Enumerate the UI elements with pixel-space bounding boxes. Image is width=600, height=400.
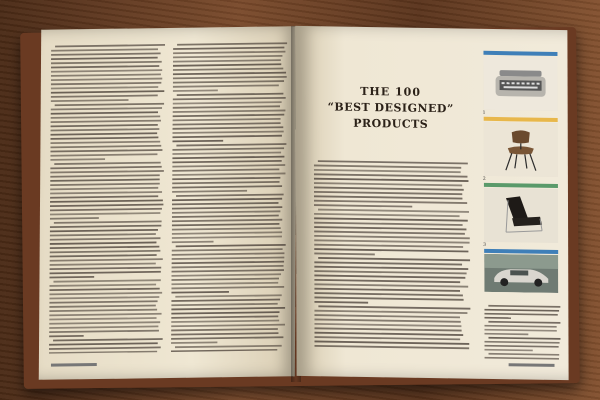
- article-body-text-lines: [314, 158, 471, 350]
- product-photo-strip: [483, 51, 558, 298]
- text-line: [173, 101, 282, 104]
- text-line: [488, 305, 560, 308]
- text-line: [314, 226, 466, 230]
- typewriter-photo: [483, 56, 557, 111]
- text-line: [314, 244, 463, 248]
- text-line: [172, 252, 285, 255]
- text-line: [172, 261, 285, 264]
- text-line: [171, 332, 278, 335]
- text-line: [171, 303, 277, 306]
- text-line: [314, 213, 460, 217]
- text-line: [314, 248, 468, 252]
- text-line: [172, 202, 279, 205]
- text-line: [314, 191, 462, 195]
- text-line: [172, 140, 223, 142]
- text-line: [318, 305, 470, 309]
- text-line: [49, 317, 156, 320]
- text-line: [49, 309, 157, 312]
- text-line: [50, 137, 158, 140]
- text-line: [173, 80, 284, 83]
- text-line: [171, 299, 280, 302]
- text-line: [314, 261, 462, 265]
- text-line: [50, 246, 160, 249]
- text-line: [484, 313, 557, 316]
- text-line: [173, 47, 284, 50]
- text-line: [485, 357, 559, 360]
- text-line: [175, 345, 282, 348]
- text-line: [484, 345, 558, 348]
- text-line: [172, 181, 279, 184]
- text-line: [55, 44, 165, 47]
- text-line: [314, 327, 461, 331]
- text-line: [50, 237, 161, 240]
- text-line: [488, 321, 560, 324]
- car-photo: [484, 254, 558, 293]
- text-line: [314, 288, 460, 292]
- text-line: [50, 267, 162, 270]
- text-line: [314, 204, 412, 207]
- text-line: [171, 311, 279, 314]
- text-line: [171, 349, 277, 352]
- text-line: [314, 239, 469, 243]
- text-line: [171, 336, 283, 339]
- text-line: [50, 212, 160, 215]
- text-line: [51, 48, 158, 51]
- text-line: [50, 208, 162, 211]
- text-line: [314, 178, 469, 182]
- text-line: [171, 328, 278, 331]
- text-line: [315, 345, 470, 349]
- text-line: [49, 284, 156, 287]
- text-line: [50, 183, 160, 186]
- text-line: [314, 292, 463, 296]
- text-line: [49, 292, 162, 295]
- text-line: [171, 342, 217, 344]
- text-line: [172, 269, 284, 272]
- text-line: [50, 179, 160, 182]
- text-line: [50, 271, 161, 274]
- text-line: [51, 111, 158, 114]
- caption-text-lines: [484, 303, 560, 362]
- text-line: [314, 297, 463, 301]
- article-body-text: [314, 158, 471, 350]
- text-line: [172, 206, 282, 209]
- text-line: [51, 107, 162, 110]
- text-line: [314, 301, 368, 304]
- text-line: [314, 323, 461, 327]
- text-line: [50, 229, 158, 232]
- text-line: [50, 141, 160, 144]
- text-line: [172, 185, 282, 188]
- text-line: [489, 353, 560, 356]
- text-line: [172, 147, 284, 150]
- text-line: [49, 305, 156, 308]
- text-line: [51, 90, 165, 93]
- text-line: [484, 317, 511, 319]
- text-line: [50, 204, 163, 207]
- text-line: [50, 254, 157, 257]
- text-line: [484, 341, 559, 344]
- text-line: [51, 65, 159, 68]
- text-line: [171, 291, 229, 294]
- text-line: [314, 270, 466, 274]
- text-line: [318, 160, 468, 164]
- text-line: [314, 279, 460, 283]
- text-line: [50, 250, 161, 253]
- molded-chair-photo: [484, 122, 558, 177]
- text-line: [53, 338, 163, 341]
- text-line: [314, 200, 467, 204]
- text-line: [172, 257, 285, 260]
- text-line: [171, 286, 284, 289]
- text-line: [172, 223, 280, 226]
- text-line: [51, 128, 160, 131]
- text-line: [50, 258, 163, 261]
- left-page: [39, 26, 297, 380]
- text-line: [49, 330, 159, 333]
- text-line: [50, 145, 161, 148]
- text-line: [50, 199, 163, 202]
- text-line: [51, 61, 162, 64]
- text-line: [314, 266, 468, 270]
- text-line: [176, 194, 284, 197]
- left-page-folio: [51, 362, 97, 370]
- text-line: [172, 227, 281, 230]
- text-line: [49, 342, 158, 345]
- text-line: [50, 149, 162, 152]
- car-icon: [484, 254, 558, 293]
- text-line: [173, 51, 285, 54]
- text-line: [314, 217, 468, 221]
- text-line: [51, 95, 158, 98]
- text-line: [173, 59, 281, 62]
- text-line: [51, 78, 162, 81]
- text-line: [314, 319, 460, 323]
- right-page: [295, 26, 568, 380]
- text-line: [172, 177, 280, 180]
- figure-captions: [484, 303, 560, 362]
- text-line: [175, 294, 281, 297]
- text-line: [176, 244, 287, 247]
- text-line: [172, 265, 284, 268]
- text-line: [50, 225, 162, 228]
- text-line: [51, 69, 162, 72]
- text-line: [49, 326, 158, 329]
- text-line: [49, 335, 84, 337]
- text-line: [49, 300, 157, 303]
- text-line: [50, 187, 158, 190]
- text-line: [314, 283, 468, 287]
- text-line: [54, 162, 160, 165]
- text-line: [172, 215, 279, 218]
- text-line: [173, 63, 281, 66]
- text-line: [314, 341, 469, 345]
- text-line: [50, 242, 157, 245]
- lounge-chair-icon: [484, 188, 558, 243]
- text-line: [172, 131, 283, 134]
- text-line: [484, 329, 556, 332]
- text-line: [314, 310, 467, 314]
- text-line: [172, 152, 281, 155]
- text-line: [172, 231, 282, 234]
- text-line: [177, 42, 287, 45]
- text-line: [484, 309, 559, 312]
- text-line: [173, 76, 287, 79]
- text-line: [172, 219, 282, 222]
- text-line: [53, 279, 160, 282]
- text-line: [173, 72, 286, 75]
- text-line: [51, 57, 158, 60]
- text-line: [314, 187, 464, 191]
- typewriter-icon: [483, 56, 557, 111]
- text-line: [172, 168, 279, 171]
- lounge-chair-photo: [484, 188, 558, 243]
- text-line: [176, 143, 287, 146]
- text-line: [50, 233, 156, 236]
- text-line: [172, 210, 280, 213]
- article-title-line-1: THE 100: [360, 84, 422, 99]
- left-page-column-2: [171, 40, 287, 352]
- text-line: [51, 120, 161, 123]
- text-line: [173, 122, 281, 125]
- text-line: [50, 174, 160, 177]
- text-line: [51, 82, 162, 85]
- text-line: [171, 273, 281, 276]
- text-line: [171, 282, 278, 285]
- article-title-line-2: “BEST DESIGNED”: [327, 100, 454, 116]
- text-line: [488, 337, 560, 340]
- figure-3-number: 3: [483, 242, 487, 248]
- text-line: [314, 169, 461, 173]
- text-line: [173, 118, 281, 121]
- text-line: [314, 165, 461, 169]
- text-line: [50, 263, 156, 266]
- text-line: [173, 55, 282, 58]
- text-line: [49, 288, 159, 291]
- text-line: [172, 173, 285, 176]
- text-line: [51, 116, 161, 119]
- text-line: [171, 315, 278, 318]
- text-line: [318, 209, 469, 213]
- text-line: [49, 276, 94, 278]
- text-line: [50, 217, 99, 219]
- text-line: [49, 347, 161, 350]
- text-line: [50, 166, 161, 169]
- text-line: [171, 320, 279, 323]
- text-line: [173, 126, 284, 129]
- text-line: [172, 156, 284, 159]
- text-line: [54, 220, 162, 223]
- text-line: [484, 333, 528, 335]
- text-line: [485, 349, 533, 351]
- figure-1-number: 1: [482, 110, 486, 116]
- text-line: [314, 173, 468, 177]
- text-line: [173, 110, 286, 113]
- text-line: [173, 68, 283, 71]
- left-page-column-1: [49, 42, 165, 354]
- text-line: [51, 86, 158, 89]
- text-line: [314, 222, 463, 226]
- text-line: [50, 132, 157, 135]
- text-line: [177, 93, 284, 96]
- text-line: [314, 195, 462, 199]
- text-line: [172, 236, 282, 239]
- text-line: [171, 324, 285, 327]
- text-line: [49, 321, 160, 324]
- figure-2-number: 2: [482, 176, 486, 182]
- text-line: [173, 84, 279, 87]
- text-line: [173, 114, 285, 117]
- text-line: [314, 235, 470, 239]
- text-line: [50, 170, 164, 173]
- text-line: [51, 52, 161, 55]
- text-line: [484, 325, 556, 328]
- text-line: [51, 99, 129, 102]
- text-line: [173, 105, 280, 108]
- text-line: [49, 296, 159, 299]
- text-line: [172, 164, 285, 167]
- text-line: [318, 257, 470, 261]
- text-line: [51, 124, 158, 127]
- text-line: [171, 278, 279, 281]
- text-line: [50, 195, 158, 198]
- text-line: [314, 253, 375, 256]
- text-line: [50, 158, 105, 161]
- chair-icon: [484, 122, 558, 177]
- text-line: [172, 248, 283, 251]
- text-line: [172, 190, 247, 193]
- text-line: [314, 231, 465, 235]
- text-line: [314, 336, 460, 340]
- text-line: [314, 182, 462, 186]
- text-line: [49, 351, 157, 354]
- text-line: [50, 191, 162, 194]
- text-line: [55, 103, 164, 106]
- text-line: [314, 332, 463, 336]
- text-line: [314, 275, 465, 279]
- text-line: [314, 314, 460, 318]
- text-line: [172, 198, 282, 201]
- right-page-folio: [509, 362, 555, 370]
- text-line: [172, 135, 281, 138]
- text-line: [51, 73, 161, 76]
- text-line: [173, 90, 218, 92]
- text-line: [171, 307, 285, 310]
- text-line: [50, 153, 157, 156]
- article-title-line-3: PRODUCTS: [353, 116, 429, 131]
- left-column-2-text-lines: [171, 40, 287, 352]
- left-column-1-text-lines: [49, 42, 165, 354]
- text-line: [173, 97, 286, 100]
- text-line: [172, 160, 281, 163]
- text-line: [172, 241, 214, 243]
- text-line: [49, 313, 161, 316]
